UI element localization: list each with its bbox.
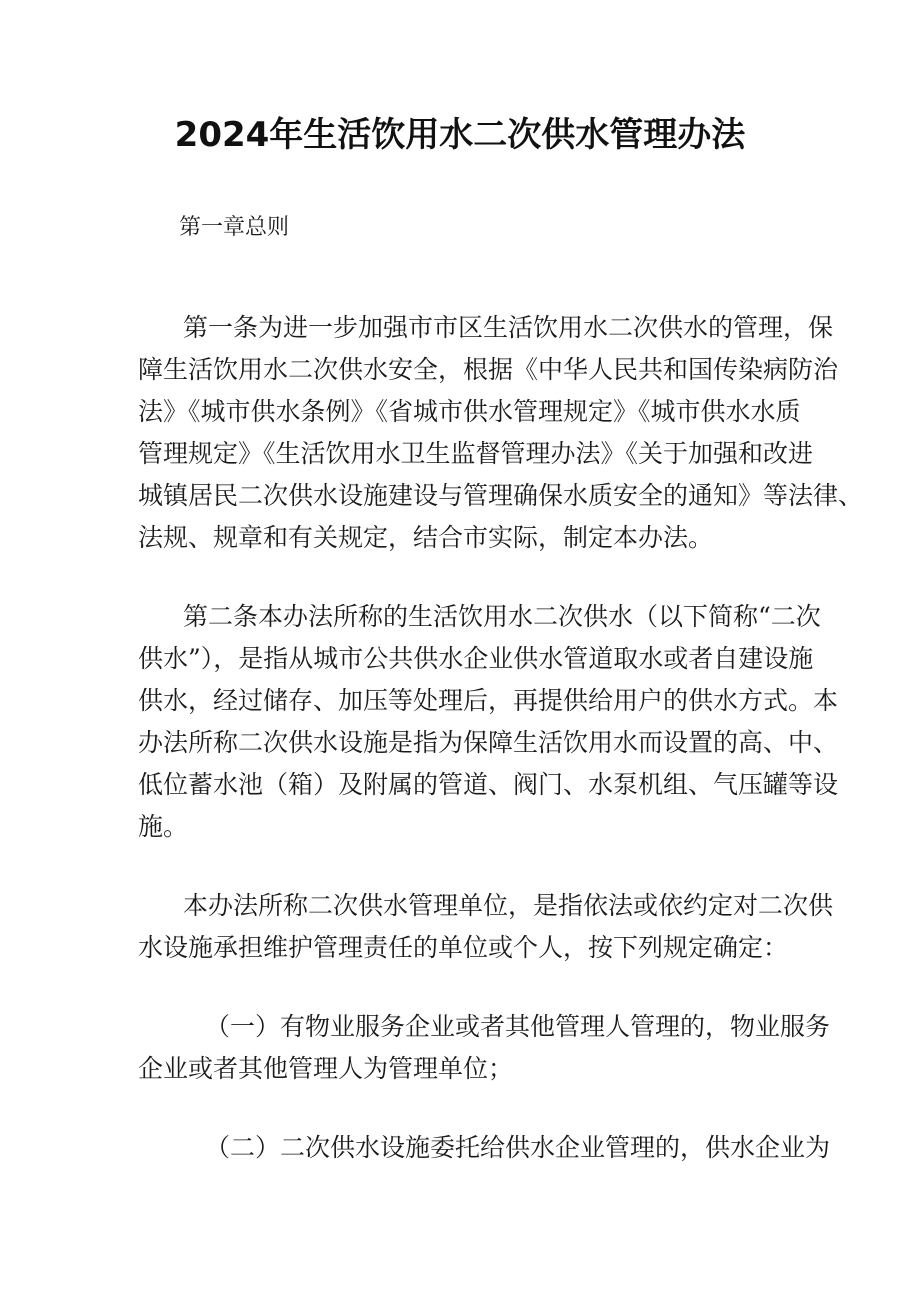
management-unit-line-2: 水设施承担维护管理责任的单位或个人，按下列规定确定： <box>138 933 789 962</box>
management-unit-line-1: 本办法所称二次供水管理单位，是指依法或依约定对二次供 <box>183 891 834 920</box>
item-1-line-2: 企业或者其他管理人为管理单位； <box>138 1054 514 1083</box>
article-2-line-3: 供水，经过储存、加压等处理后，再提供给用户的供水方式。本 <box>138 686 839 715</box>
article-2-line-6: 施。 <box>138 812 189 841</box>
article-1-line-6: 法规、规章和有关规定，结合市实际，制定本办法。 <box>138 523 714 552</box>
chapter-heading: 第一章总则 <box>179 215 290 240</box>
article-2-line-1: 第二条本办法所称的生活饮用水二次供水（以下简称“二次 <box>183 602 821 631</box>
article-1-line-2: 障生活饮用水二次供水安全，根据《中华人民共和国传染病防治 <box>138 355 839 384</box>
article-1-line-4: 管理规定》《生活饮用水卫生监督管理办法》《关于加强和改进 <box>138 439 814 468</box>
document-title: 2024年生活饮用水二次供水管理办法 <box>174 115 746 155</box>
article-2-line-4: 办法所称二次供水设施是指为保障生活饮用水而设置的高、中、 <box>138 728 839 757</box>
article-2-line-2: 供水”），是指从城市公共供水企业供水管道取水或者自建设施 <box>138 644 814 673</box>
article-2-line-5: 低位蓄水池（箱）及附属的管道、阀门、水泵机组、气压罐等设 <box>138 770 839 799</box>
item-2-line-1: （二）二次供水设施委托给供水企业管理的，供水企业为 <box>205 1133 831 1162</box>
item-1-line-1: （一）有物业服务企业或者其他管理人管理的，物业服务 <box>205 1012 831 1041</box>
article-1-line-3: 法》《城市供水条例》《省城市供水管理规定》《城市供水水质 <box>138 397 801 426</box>
article-1-line-1: 第一条为进一步加强市市区生活饮用水二次供水的管理，保 <box>183 313 834 342</box>
article-1-line-5: 城镇居民二次供水设施建设与管理确保水质安全的通知》等法律、 <box>138 481 864 510</box>
